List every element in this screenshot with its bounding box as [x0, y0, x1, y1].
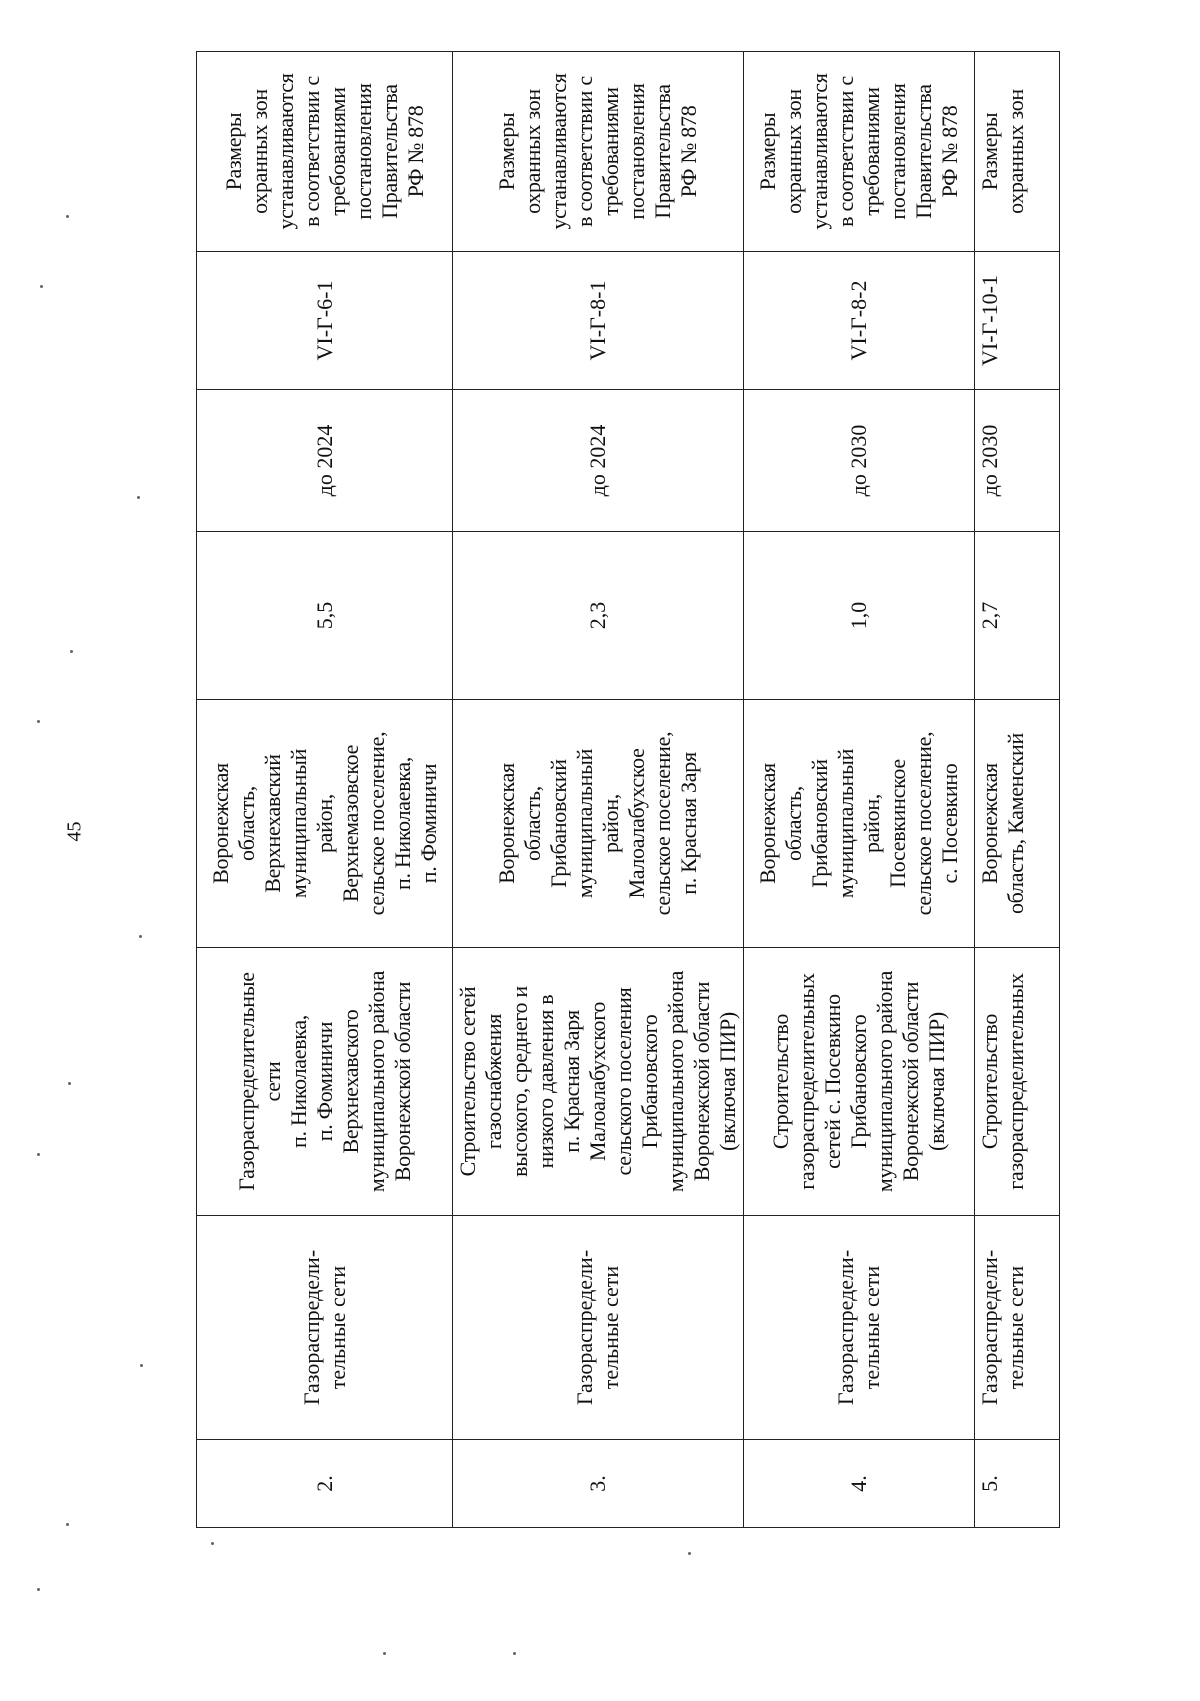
- scan-speck: [37, 1153, 40, 1156]
- cell-length: 2,7: [975, 532, 1060, 700]
- scan-speck: [66, 215, 69, 218]
- scan-speck: [140, 1364, 143, 1367]
- cell-number: 3.: [453, 1440, 744, 1528]
- table-row: [975, 52, 1060, 1528]
- scan-speck: [513, 1652, 516, 1655]
- page-number: 45: [63, 821, 86, 842]
- cell-location: Воронежская область, Каменский: [975, 700, 1060, 948]
- cell-object-type: Газораспредели- тельные сети: [197, 1216, 453, 1440]
- table-row: [453, 52, 744, 1528]
- cell-length: 2,3: [453, 532, 744, 700]
- cell-object-type: Газораспредели- тельные сети: [453, 1216, 744, 1440]
- cell-object-name: Строительство сетей газоснабжения высокого, среднего и низкого давления в п. Красная Заря Малоалабухского сельского поселения Грибановского муниципального района Воронежской области (включая ПИР): [453, 948, 744, 1216]
- table-row: [197, 52, 453, 1528]
- cell-term: до 2030: [744, 390, 975, 532]
- cell-protection-zones: Размеры охранных зон устанавливаются в соответствии с требованиями постановления Правительства РФ № 878: [197, 52, 453, 252]
- cell-object-name: Строительство газораспределительных сетей с. Посевкино Грибановского муниципального района Воронежской области (включая ПИР): [744, 948, 975, 1216]
- cell-term: до 2030: [975, 390, 1060, 532]
- cell-object-name: Строительство газораспределительных: [975, 948, 1060, 1216]
- scan-speck: [37, 1588, 40, 1591]
- scan-speck: [211, 1542, 214, 1545]
- cell-term: до 2024: [453, 390, 744, 532]
- scan-speck: [40, 285, 43, 288]
- scan-speck: [137, 496, 140, 499]
- cell-code: VI-Г-6-1: [197, 252, 453, 390]
- cell-code: VI-Г-10-1: [975, 252, 1060, 390]
- table-container: [196, 52, 1034, 1528]
- cell-protection-zones: Размеры охранных зон: [975, 52, 1060, 252]
- scan-speck: [37, 720, 40, 723]
- scan-speck: [688, 1552, 691, 1555]
- cell-code: VI-Г-8-2: [744, 252, 975, 390]
- cell-location: Воронежская область, Грибановский муниципальный район, Малоалабухское сельское поселение, п. Красная Заря: [453, 700, 744, 948]
- cell-length: 5,5: [197, 532, 453, 700]
- objects-table: [196, 51, 1060, 1528]
- scan-speck: [68, 1082, 71, 1085]
- cell-location: Воронежская область, Грибановский муниципальный район, Посевкинское сельское поселение, с. Посевкино: [744, 700, 975, 948]
- cell-term: до 2024: [197, 390, 453, 532]
- scan-speck: [383, 1652, 386, 1655]
- cell-length: 1,0: [744, 532, 975, 700]
- scan-speck: [70, 650, 73, 653]
- cell-number: 2.: [197, 1440, 453, 1528]
- cell-protection-zones: Размеры охранных зон устанавливаются в соответствии с требованиями постановления Правительства РФ № 878: [453, 52, 744, 252]
- cell-object-type: Газораспредели- тельные сети: [744, 1216, 975, 1440]
- cell-code: VI-Г-8-1: [453, 252, 744, 390]
- cell-object-name: Газораспределительные сети п. Николаевка, п. Фоминичи Верхнехавского муниципального района Воронежской области: [197, 948, 453, 1216]
- table-row: [744, 52, 975, 1528]
- cell-object-type: Газораспредели- тельные сети: [975, 1216, 1060, 1440]
- cell-location: Воронежская область, Верхнехавский муниципальный район, Верхнемазовское сельское поселение, п. Николаевка, п. Фоминичи: [197, 700, 453, 948]
- scan-speck: [66, 1523, 69, 1526]
- scan-speck: [139, 935, 142, 938]
- cell-number: 5.: [975, 1440, 1060, 1528]
- cell-protection-zones: Размеры охранных зон устанавливаются в соответствии с требованиями постановления Правительства РФ № 878: [744, 52, 975, 252]
- cell-number: 4.: [744, 1440, 975, 1528]
